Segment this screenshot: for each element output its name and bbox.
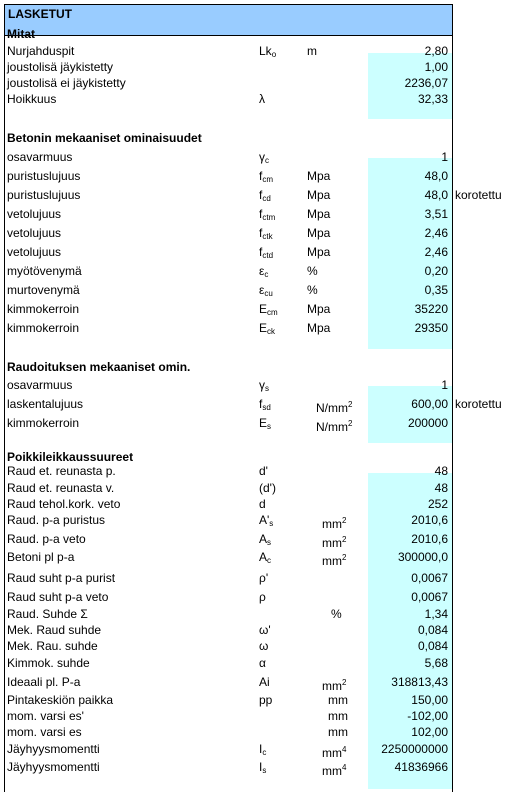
row-label: murtovenymä (7, 283, 80, 297)
unit-text: mm (328, 693, 348, 707)
row-value: 300000,0 (397, 550, 448, 564)
symbol-subscript: c (265, 156, 269, 165)
table-row (4, 205, 509, 224)
row-label: puristuslujuus (7, 188, 81, 202)
symbol-base: E (259, 416, 268, 430)
unit-text: Mpa (307, 245, 331, 259)
symbol-subscript: sd (262, 403, 271, 412)
row-label: Jäyhyysmomentti (7, 742, 100, 756)
unit-text: mm (322, 764, 342, 778)
row-value: 3,51 (424, 207, 448, 221)
table-row (4, 281, 509, 300)
symbol-base: d' (259, 464, 268, 478)
symbol-subscript: s (267, 422, 272, 431)
table-row (4, 300, 509, 319)
symbol-base: A (259, 532, 268, 546)
unit-text: Mpa (307, 302, 331, 316)
unit-superscript: 2 (342, 516, 347, 525)
symbol-base: A (259, 550, 268, 564)
row-unit (307, 281, 318, 300)
unit-text: % (307, 264, 318, 278)
row-value: 0,35 (424, 283, 448, 297)
symbol-base: γ (259, 378, 265, 392)
row-value: 102,00 (411, 725, 448, 739)
symbol-subscript: s (267, 538, 272, 547)
unit-superscript: 4 (342, 745, 347, 754)
row-value: 2236,07 (404, 76, 448, 90)
table-row (4, 758, 509, 777)
section-header (4, 129, 509, 148)
unit-text: Mpa (307, 207, 331, 221)
unit-superscript: 2 (348, 400, 353, 409)
row-value: 5,68 (424, 656, 448, 670)
row-label: Kimmok. suhde (7, 656, 90, 670)
table-row (4, 395, 509, 414)
symbol-base: ε (259, 264, 265, 278)
symbol-base: d (259, 497, 266, 511)
row-label: mom. varsi es (7, 725, 82, 739)
row-label: Mek. Rau. suhde (7, 639, 98, 653)
symbol-subscript: s (265, 384, 269, 393)
row-symbol (259, 90, 299, 109)
row-label: Raud. p-a veto (7, 532, 86, 546)
row-label: Raud suht p-a purist (7, 571, 116, 585)
unit-superscript: 2 (342, 678, 347, 687)
row-symbol (259, 569, 299, 588)
section-title: Betonin mekaaniset ominaisuudet (7, 131, 202, 145)
symbol-base: Lk (259, 44, 272, 58)
table-row (4, 740, 509, 759)
sheet-title: LASKETUT (5, 5, 452, 36)
row-value: 1,00 (424, 60, 448, 74)
unit-text: mm (322, 679, 342, 693)
unit-text: Mpa (307, 169, 331, 183)
symbol-subscript: cd (262, 194, 271, 203)
row-label: Raud. p-a puristus (7, 513, 106, 527)
symbol-base: ρ (259, 590, 266, 604)
row-label: Raud suht p-a veto (7, 590, 109, 604)
symbol-base: f (259, 169, 263, 183)
table-row (4, 319, 509, 338)
table-row (4, 548, 509, 567)
unit-text: mm (328, 725, 348, 739)
row-symbol (259, 548, 299, 570)
row-value: 48,0 (424, 169, 448, 183)
row-symbol (259, 673, 299, 692)
row-value: 48,0 (424, 188, 448, 202)
row-label: laskentalujuus (7, 397, 84, 411)
row-value: 150,00 (411, 693, 448, 707)
section-title: Poikkileikkaussuureet (7, 450, 134, 464)
symbol-base: f (259, 245, 263, 259)
table-row (4, 673, 509, 692)
symbol-base: f (259, 188, 263, 202)
row-symbol (259, 654, 299, 673)
symbol-base: f (259, 226, 263, 240)
unit-text: mm (322, 746, 342, 760)
symbol-base: E (259, 302, 268, 316)
symbol-base: I (259, 760, 263, 774)
section-header (4, 358, 509, 377)
row-value: 0,084 (417, 639, 448, 653)
row-value: 0,0067 (411, 590, 448, 604)
symbol-subscript: c (267, 556, 272, 565)
row-label: osavarmuus (7, 378, 73, 392)
symbol-base: ρ' (259, 571, 269, 585)
symbol-base: A' (259, 513, 270, 527)
symbol-base: (d') (259, 481, 276, 495)
row-value: 2,46 (424, 226, 448, 240)
symbol-base: f (259, 207, 263, 221)
row-value: 0,0067 (411, 571, 448, 585)
row-note: korotettu (455, 188, 502, 202)
symbol-subscript: s (269, 519, 274, 528)
unit-text: mm (322, 536, 342, 550)
row-value: 318813,43 (391, 675, 448, 689)
symbol-base: ε (259, 283, 265, 297)
symbol-subscript: cm (267, 308, 278, 317)
unit-text: N/mm (316, 401, 348, 415)
row-unit (307, 186, 330, 205)
row-label: Hoikkuus (7, 92, 57, 106)
row-unit (307, 224, 330, 243)
row-unit (307, 167, 330, 186)
row-value: 35220 (414, 302, 448, 316)
row-value: 2010,6 (411, 532, 448, 546)
table-row (4, 654, 509, 673)
symbol-base: α (259, 656, 266, 670)
row-label: osavarmuus (7, 150, 73, 164)
unit-text: mm (322, 517, 342, 531)
row-unit (307, 319, 330, 338)
row-unit (307, 262, 318, 281)
row-label: joustolisä jäykistetty (7, 60, 114, 74)
symbol-base: f (259, 397, 263, 411)
row-value: 600,00 (411, 397, 448, 411)
symbol-base: ω (259, 639, 269, 653)
row-label: Pintakeskiön paikka (7, 693, 114, 707)
row-unit (307, 300, 330, 319)
table-row (4, 186, 509, 205)
row-label: kimmokerroin (7, 416, 80, 430)
row-label: myötövenymä (7, 264, 82, 278)
table-row (4, 414, 509, 433)
row-unit (322, 548, 346, 571)
row-value: 48 (434, 464, 448, 478)
row-value: 2,80 (424, 44, 448, 58)
symbol-base: λ (259, 92, 265, 106)
symbol-base: Ai (259, 675, 270, 689)
row-value: 1 (441, 378, 448, 392)
unit-text: m (307, 44, 317, 58)
row-label: Betoni pl p-a (7, 550, 75, 564)
row-label: mom. varsi es' (7, 709, 84, 723)
row-value: 0,084 (417, 623, 448, 637)
symbol-base: ω' (259, 623, 271, 637)
symbol-base: pp (259, 693, 273, 707)
symbol-subscript: ck (267, 327, 276, 336)
row-label: Raud tehol.kork. veto (7, 497, 121, 511)
symbol-base: I (259, 742, 263, 756)
symbol-subscript: cm (262, 175, 274, 184)
symbol-subscript: s (262, 766, 267, 775)
row-note: korotettu (455, 397, 502, 411)
unit-superscript: 2 (348, 419, 353, 428)
row-unit (307, 243, 330, 262)
symbol-subscript: o (271, 50, 277, 59)
unit-text: Mpa (307, 226, 331, 240)
unit-text: Mpa (307, 188, 331, 202)
table-row (4, 224, 509, 243)
row-symbol (259, 319, 299, 341)
table-row (4, 511, 509, 530)
row-unit (322, 758, 346, 781)
row-label: Ideaali pl. P-a (7, 675, 81, 689)
section-title: Raudoituksen mekaaniset omin. (7, 360, 191, 374)
row-label: Raud. Suhde Σ (7, 607, 88, 621)
row-label: joustolisä ei jäykistetty (7, 76, 126, 90)
row-value: -102,00 (407, 709, 448, 723)
row-value: 252 (427, 497, 448, 511)
row-value: 200000 (407, 416, 448, 430)
row-label: vetolujuus (7, 245, 62, 259)
row-label: puristuslujuus (7, 169, 81, 183)
unit-text: mm (322, 554, 342, 568)
symbol-subscript: cu (264, 289, 273, 298)
row-value: 1,34 (424, 607, 448, 621)
symbol-subscript: c (262, 748, 267, 757)
symbol-base: γ (259, 150, 265, 164)
row-value: 2010,6 (411, 513, 448, 527)
row-value: 29350 (414, 321, 448, 335)
table-row (4, 148, 509, 167)
unit-text: % (307, 283, 318, 297)
row-label: Raud et. reunasta v. (7, 481, 115, 495)
unit-superscript: 2 (342, 553, 347, 562)
unit-text: N/mm (316, 420, 348, 434)
unit-text: % (331, 607, 342, 621)
row-label: Jäyhyysmomentti (7, 760, 100, 774)
table-row (4, 569, 509, 588)
section-title: Mitat (7, 27, 35, 41)
symbol-subscript: ctm (262, 213, 276, 222)
symbol-subscript: ctk (262, 232, 273, 241)
row-symbol (259, 414, 299, 436)
row-value: 2,46 (424, 245, 448, 259)
row-label: Nurjahduspit (7, 44, 75, 58)
symbol-subscript: ctd (262, 251, 274, 260)
table-row (4, 243, 509, 262)
symbol-base: E (259, 321, 268, 335)
row-value: 2250000000 (381, 742, 448, 756)
row-unit (307, 205, 330, 224)
row-label: kimmokerroin (7, 302, 80, 316)
row-symbol (259, 758, 299, 780)
row-value: 48 (434, 481, 448, 495)
table-row (4, 376, 509, 395)
table-row (4, 262, 509, 281)
table-row (4, 530, 509, 549)
row-unit (316, 414, 352, 437)
unit-superscript: 4 (342, 763, 347, 772)
symbol-subscript: c (264, 270, 269, 279)
row-label: kimmokerroin (7, 321, 80, 335)
row-label: vetolujuus (7, 226, 62, 240)
row-label: Raud et. reunasta p. (7, 464, 116, 478)
row-value: 32,33 (417, 92, 448, 106)
table-row (4, 167, 509, 186)
row-value: 41836966 (394, 760, 448, 774)
unit-superscript: 2 (342, 535, 347, 544)
unit-text: Mpa (307, 321, 331, 335)
unit-text: mm (328, 709, 348, 723)
row-label: vetolujuus (7, 207, 62, 221)
row-label: Mek. Raud suhde (7, 623, 102, 637)
row-value: 0,20 (424, 264, 448, 278)
table-row (4, 90, 509, 109)
row-value: 1 (441, 150, 448, 164)
